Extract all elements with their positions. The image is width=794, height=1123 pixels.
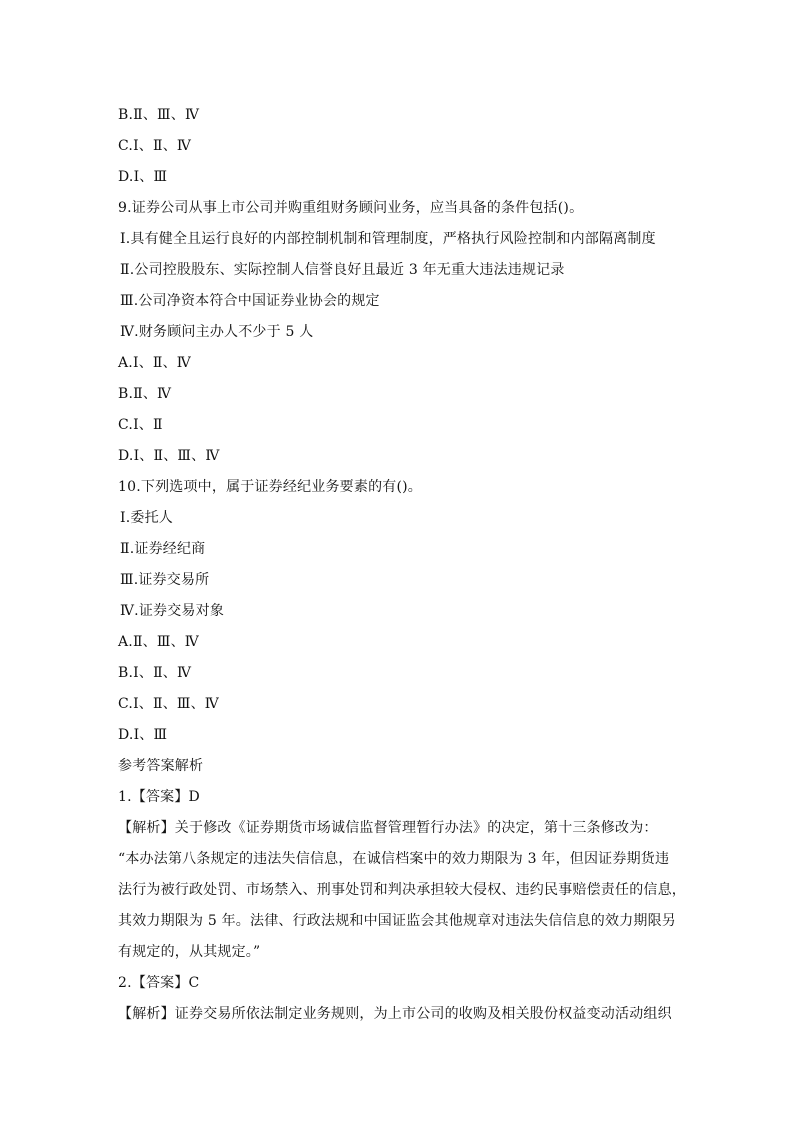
option-c-q8: C.Ⅰ、Ⅱ、Ⅳ [118, 138, 192, 154]
q10-statement-1: Ⅰ.委托人 [120, 510, 173, 526]
q10-option-c: C.Ⅰ、Ⅱ、Ⅲ、Ⅳ [118, 696, 219, 712]
question-10: 10.下列选项中，属于证券经纪业务要素的有()。 [118, 479, 422, 495]
q9-statement-4: Ⅳ.财务顾问主办人不少于 5 人 [120, 324, 314, 340]
q10-statement-3: Ⅲ.证券交易所 [120, 572, 210, 588]
q9-statement-3: Ⅲ.公司净资本符合中国证券业协会的规定 [120, 293, 380, 309]
answer-section-heading: 参考答案解析 [118, 758, 204, 774]
q10-statement-4: Ⅳ.证券交易对象 [120, 603, 225, 619]
q9-option-c: C.Ⅰ、Ⅱ [118, 417, 163, 433]
q10-statement-2: Ⅱ.证券经纪商 [120, 541, 206, 557]
option-d-q8: D.Ⅰ、Ⅲ [118, 169, 168, 185]
q10-option-d: D.Ⅰ、Ⅲ [118, 727, 168, 743]
analysis-2-line-1: 【解析】证券交易所依法制定业务规则，为上市公司的收购及相关股份权益变动活动组织 [118, 1006, 672, 1022]
q9-statement-2: Ⅱ.公司控股股东、实际控制人信誉良好且最近 3 年无重大违法违规记录 [120, 262, 565, 278]
question-9: 9.证券公司从事上市公司并购重组财务顾问业务，应当具备的条件包括()。 [118, 200, 584, 216]
analysis-1-line-5: 有规定的，从其规定。” [118, 944, 261, 960]
analysis-1-line-4: 其效力期限为 5 年。法律、行政法规和中国证监会其他规章对违法失信信息的效力期限另 [118, 913, 677, 929]
analysis-1-line-2: “本办法第八条规定的违法失信信息，在诚信档案中的效力期限为 3 年，但因证券期货违 [118, 851, 670, 867]
q9-option-b: B.Ⅱ、Ⅳ [118, 386, 172, 402]
q9-option-d: D.Ⅰ、Ⅱ、Ⅲ、Ⅳ [118, 448, 220, 464]
option-b-q8: B.Ⅱ、Ⅲ、Ⅳ [118, 107, 200, 123]
q9-option-a: A.Ⅰ、Ⅱ、Ⅳ [118, 355, 191, 371]
analysis-1-line-3: 法行为被行政处罚、市场禁入、刑事处罚和判决承担较大侵权、违约民事赔偿责任的信息， [118, 882, 686, 898]
answer-1: 1.【答案】D [118, 789, 200, 805]
q9-statement-1: Ⅰ.具有健全且运行良好的内部控制机制和管理制度，严格执行风险控制和内部隔离制度 [120, 231, 656, 247]
analysis-1-line-1: 【解析】关于修改《证券期货市场诚信监督管理暂行办法》的决定，第十三条修改为： [118, 820, 658, 836]
q10-option-a: A.Ⅱ、Ⅲ、Ⅳ [118, 634, 199, 650]
answer-2: 2.【答案】C [118, 975, 200, 991]
document-body [118, 100, 686, 1030]
q10-option-b: B.Ⅰ、Ⅱ、Ⅳ [118, 665, 192, 681]
